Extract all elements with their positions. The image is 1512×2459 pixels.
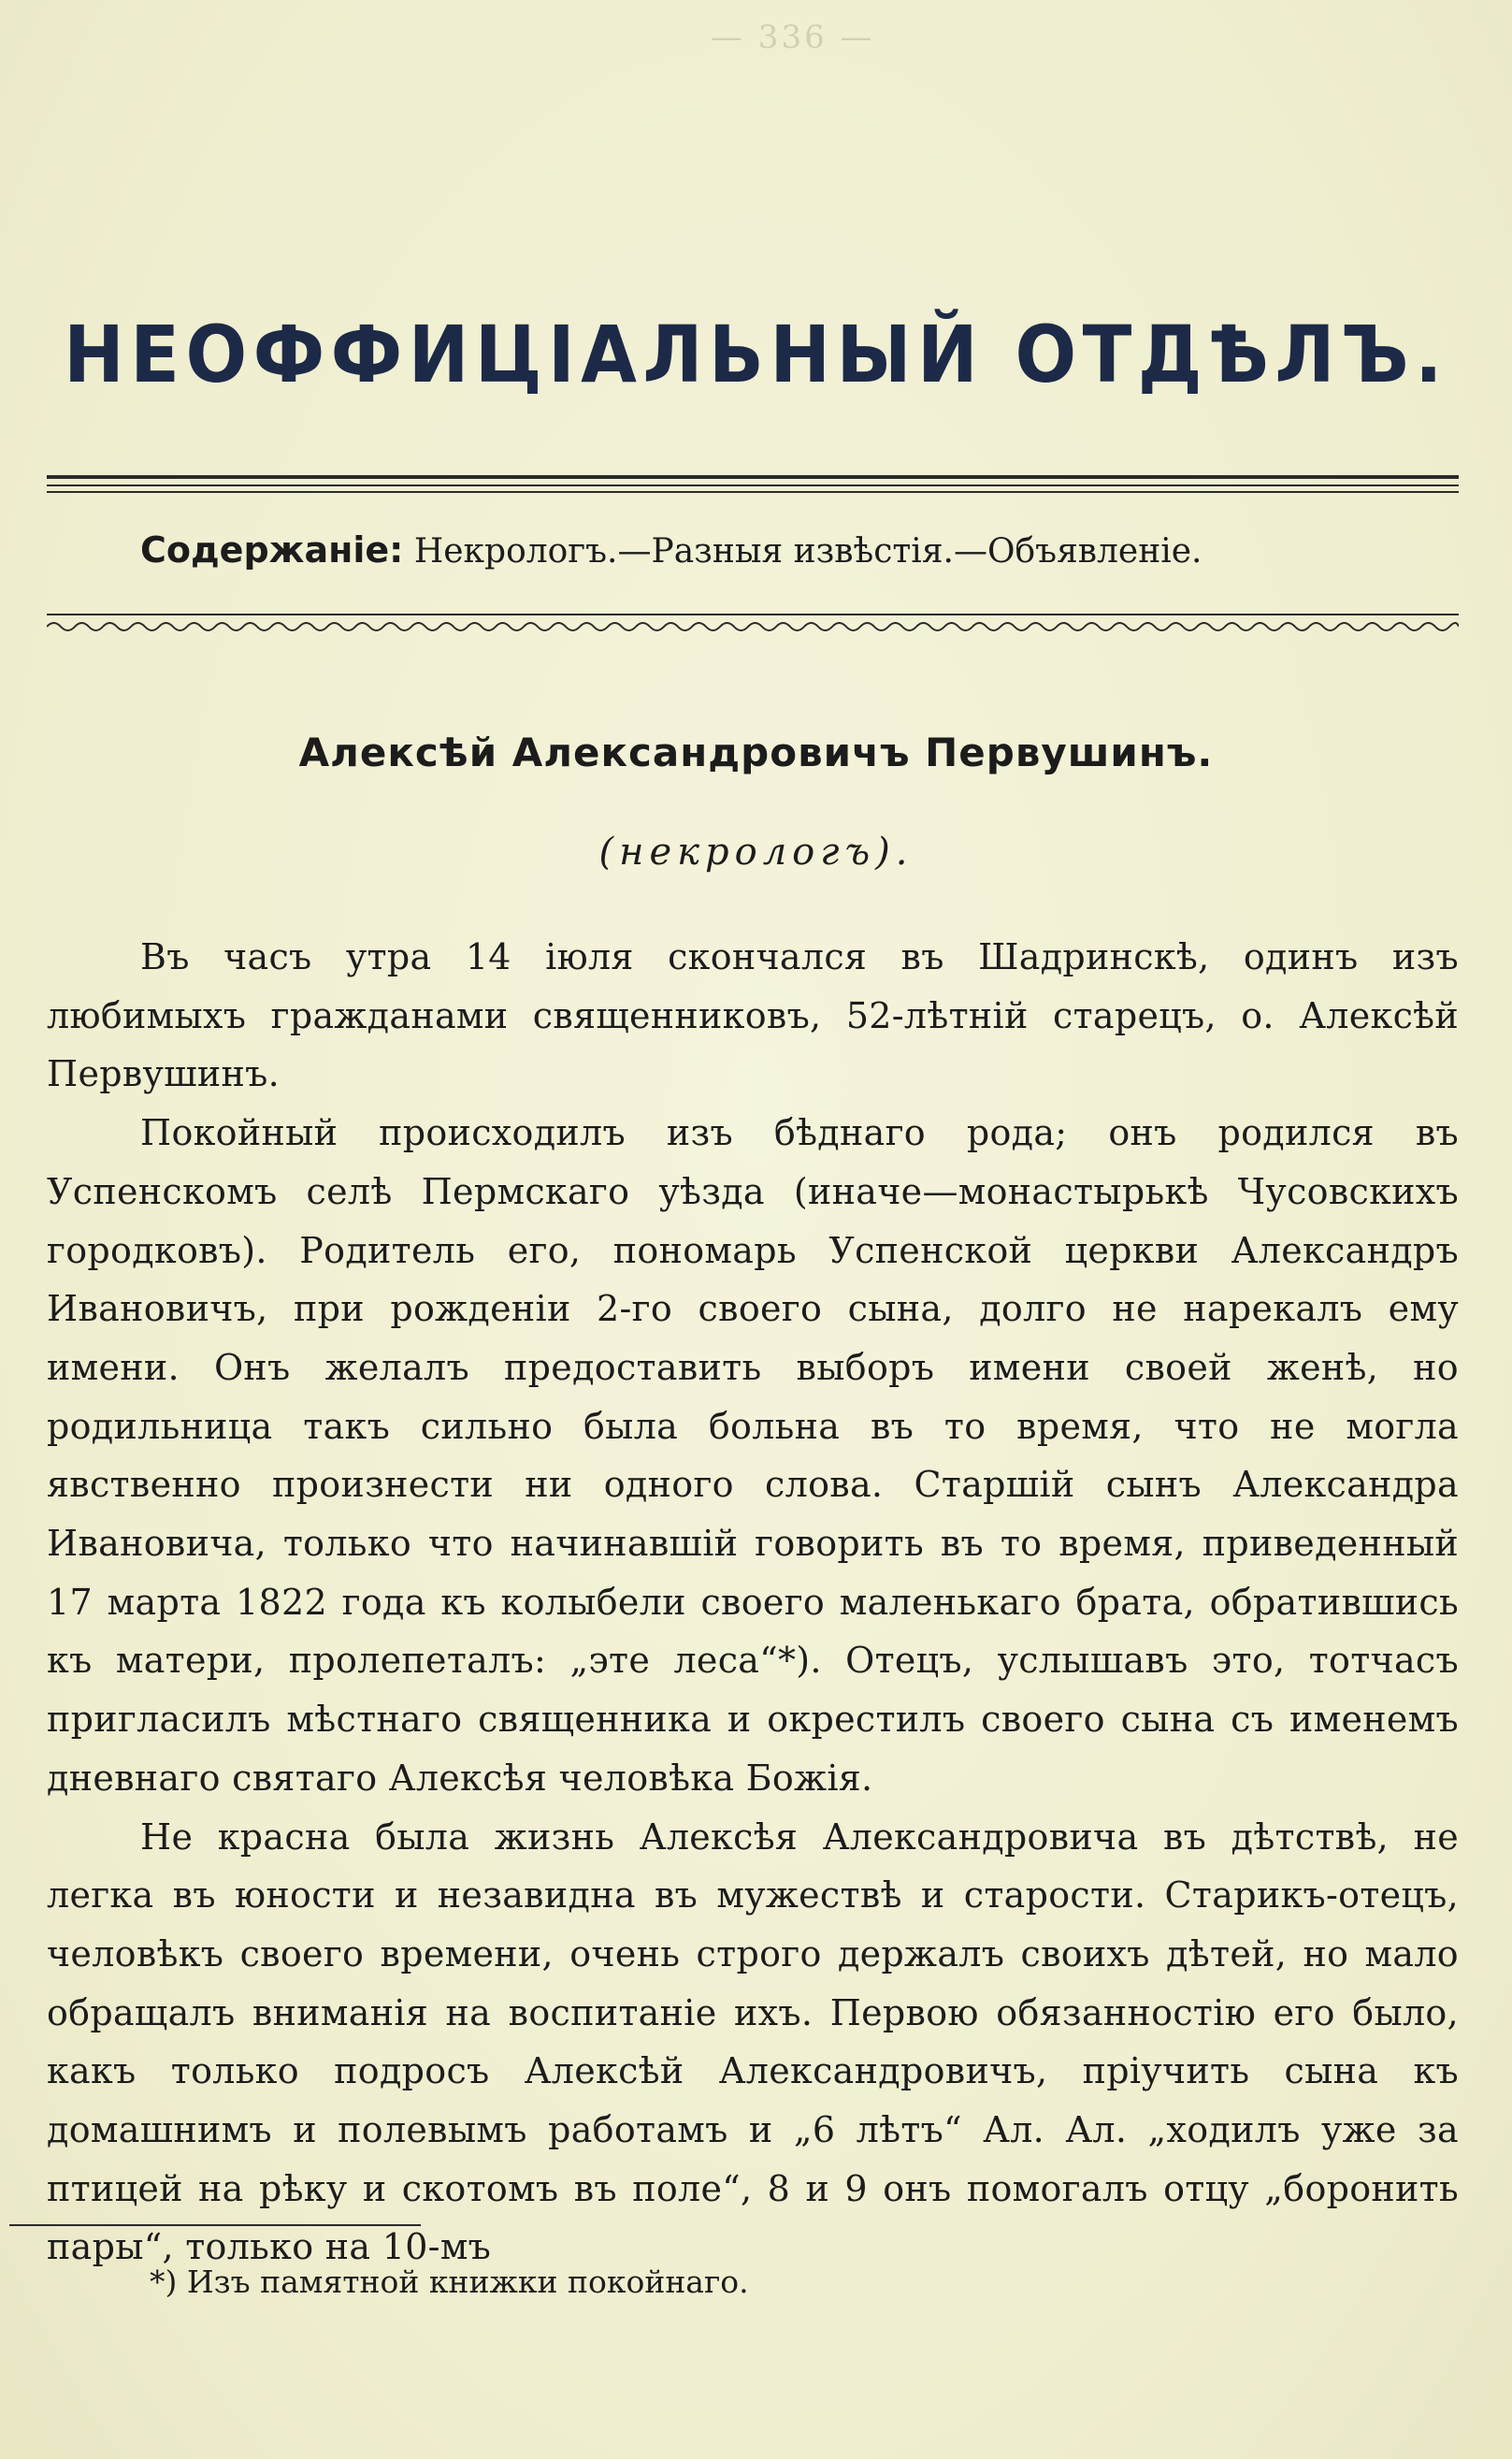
wavy-rule-ornament — [47, 619, 1459, 634]
section-title: НЕОФФИЦІАЛЬНЫЙ ОТДѢЛЪ. — [64, 309, 1448, 400]
contents-label: Содержаніе: — [140, 529, 404, 571]
contents-rule — [47, 610, 1459, 644]
article-subtitle: (некрологъ). — [598, 831, 914, 874]
contents-items: Некрологъ.—Разныя извѣстія.—Объявленіе. — [413, 532, 1202, 571]
rule-thin-line — [47, 614, 1459, 615]
footnote: *) Изъ памятной книжки покойнаго. — [150, 2264, 749, 2300]
page-number-bleed: — 336 — — [711, 19, 875, 56]
rule-thick-line — [47, 475, 1459, 479]
article-paragraph: Не красна была жизнь Алексѣя Александровича въ дѣтствѣ, не легка въ юности и незавидна въ мужествѣ и старости. Старикъ-отецъ, человѣкъ своего времени, очень строго держалъ своихъ дѣтей, но мало обращалъ вниманія на воспитаніе ихъ. Первою обязанностію его было, какъ только подросъ Алексѣй Александровичъ, пріучить сына къ домашнимъ и полевымъ работамъ и „6 лѣтъ“ Ал. Ал. „ходилъ уже за птицей на рѣку и скотомъ въ поле“, 8 и 9 онъ помогалъ отцу „боронить пары“, только на 10-мъ — [47, 1815, 1459, 2268]
article-paragraph: Покойный происходилъ изъ бѣднаго рода; онъ родился въ Успенскомъ селѣ Пермскаго уѣзда (иначе—монастырькѣ Чусовскихъ городковъ). Родитель его, пономарь Успенской церкви Александръ Ивановичъ, при рожденіи 2-го своего сына, долго не нарекалъ ему имени. Онъ желалъ предоставить выборъ имени своей женѣ, но родильница такъ сильно была больна въ то время, что не могла явственно произнести ни одного слова. Старшій сынъ Александра Ивановича, только что начинавшій говорить въ то время, приведенный 17 марта 1822 года къ колыбели своего маленькаго брата, обратившись къ матери, пролепеталъ: „эте леса“*). Отецъ, услышавъ это, тотчасъ пригласилъ мѣстнаго священника и окрестилъ своего сына съ именемъ дневнаго святаго Алексѣя человѣка Божія. — [47, 1112, 1459, 1799]
article-body — [47, 928, 1459, 2277]
contents-line — [140, 529, 1202, 571]
rule-thin-line — [47, 491, 1459, 493]
header-rule — [47, 466, 1459, 503]
article-title: Алексѣй Александровичъ Первушинъ. — [298, 730, 1214, 775]
article-paragraph: Въ часъ утра 14 іюля скончался въ Шадринскѣ, одинъ изъ любимыхъ гражданами священниковъ, 52-лѣтній старецъ, о. Алексѣй Первушинъ. — [47, 936, 1459, 1095]
rule-thin-line — [47, 485, 1459, 486]
footnote-divider — [9, 2224, 421, 2226]
